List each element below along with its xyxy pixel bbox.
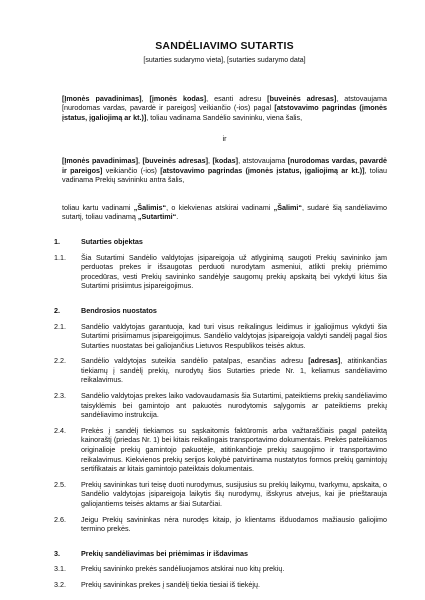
clause	[54, 579, 387, 590]
clause-number: 2.1.	[54, 321, 66, 331]
party-one-company-code: [įmonės kodas]	[149, 93, 207, 103]
party-two-representative: [nurodomas vardas, pavardė ir pareigos]	[62, 155, 387, 175]
party-one-company-name: [Įmonės pavadinimas]	[62, 93, 142, 103]
clause-text: Prekių savininko prekės sandėliuojamos atskirai nuo kitų prekių.	[81, 564, 285, 574]
clause-number: 1.1.	[54, 252, 66, 262]
clause-text: Šia Sutartimi Sandėlio valdytojas įsipareigoja už atlyginimą saugoti Prekių savininko jam perduotas prekes ir išsaugotas perduoti nurodytam asmeniui, atlikti prekių priėmimo procedūras, vesti Prekių savininko sandėlyje saugomų prekių apskaitą bei vykdyti kitus šia Sutartimi prisiimtus įsipareigojimus.	[81, 252, 387, 291]
clause-text: Prekių savininkas turi teisę duoti nurodymus, susijusius su prekių laikymu, tvarkymu, apskaita, o Sandėlio valdytojas įsipareigoja laikytis šių nurodymų, išskyrus atvejus, kai jie prieštarauja galiojantiems teisės aktams ar šiai Sutarčiai.	[81, 479, 387, 508]
clause	[54, 321, 387, 351]
intro-text: , sudarė šią sandėliavimo sutartį, toliau vadinamą	[62, 202, 387, 222]
party-one-text: , toliau vadinama Sandėlio savininku, viena šalis,	[146, 112, 303, 122]
section-heading	[54, 236, 387, 247]
intro-text: .	[176, 212, 179, 222]
clause-number: 3.1.	[54, 564, 66, 574]
party-one-text: , esanti adresu	[206, 93, 268, 103]
party-two-text: ,	[137, 155, 143, 165]
clause-number: 2.5.	[54, 479, 66, 489]
clause	[54, 479, 387, 509]
term-parties: „Šalimis“	[133, 202, 167, 212]
party-one-address: [buveinės adresas]	[267, 93, 337, 103]
section-storage-receipt-issue	[54, 548, 387, 590]
section-heading	[54, 548, 387, 559]
clause-number: 2.3.	[54, 391, 66, 401]
document-title: SANDĖLIAVIMO SUTARTIS	[155, 40, 294, 52]
party-one-representation-basis: [atstovavimo pagrindas (įmonės įstatus, įgaliojimą ar kt.)]	[62, 103, 387, 122]
party-two-paragraph	[62, 156, 387, 185]
conjunction-and: ir	[222, 134, 227, 144]
clause	[54, 514, 387, 534]
clause-number: 2.2.	[54, 356, 66, 366]
clause-text: Prekių savininkas prekes į sandėlį tiekia tiesiai iš tiekėjų.	[81, 579, 260, 589]
clause-text: Prekės į sandėlį tiekiamos su sąskaitomis faktūromis arba važtaraščiais pagal pateiktą kainoraštį (priedas Nr. 1) bei kitais reikalingais transportavimo dokumentais. Prekės pateikiamos originalioje prekių gamintojo pakuotėje, atitinkančioje prekių saugojimo ir transportavimo reikalavimus. Kiekvienos prekių serijos kokybė patvirtinama nustatytos formos prekių gamintojų sertifikatais ar kitais gamintojo pateiktais dokumentais.	[81, 425, 387, 474]
intro-text: , o kiekvienas atskirai vadinami	[166, 202, 274, 212]
clause	[54, 356, 388, 385]
term-party: „Šalimi“	[273, 202, 303, 212]
term-contract: „Sutartimi“	[137, 212, 177, 222]
clause-number: 3.2.	[54, 579, 66, 589]
clause	[54, 425, 387, 474]
section-title: Bendrosios nuostatos	[81, 305, 157, 315]
section-title: Prekių sandėliavimas bei priėmimas ir išdavimas	[81, 548, 248, 558]
clause-text: Jeigu Prekių savininkas nėra nurodęs kitaip, jo klientams išduodamos mažiausio galiojimo termino prekės.	[81, 514, 387, 534]
clause	[54, 564, 387, 574]
party-one-text: ,	[141, 93, 150, 103]
clause-text	[81, 356, 387, 385]
party-two-text: veikiančio (-ios)	[102, 165, 161, 175]
section-contract-subject	[54, 236, 387, 291]
section-number: 3.	[54, 548, 60, 558]
clause-text: Sandėlio valdytojas prekes laiko vadovaudamasis šia Sutartimi, pateiktiems prekių sandėliavimo taisyklėmis bei gamintojo ant pakuotės nurodytomis sąlygomis ar pateiktiems prekių sandėliavimo instrukcija.	[81, 391, 387, 420]
clause-text-part: Sandėlio valdytojas suteikia sandėlio patalpas, esančias adresu	[81, 356, 309, 366]
party-two-company-name: [Įmonės pavadinimas]	[62, 155, 138, 165]
party-two-address: [buveinės adresas]	[142, 155, 209, 165]
clause-number: 2.4.	[54, 425, 66, 435]
section-title: Sutarties objektas	[81, 236, 143, 246]
party-two-representation-basis: [atstovavimo pagrindas (įmonės įstatus, įgaliojimą ar kt.)]	[160, 165, 365, 175]
document-subtitle: [sutarties sudarymo vieta], [sutarties sudarymo data]	[143, 57, 306, 64]
party-two-text: , toliau vadinama Prekių savininku antra šalis,	[62, 165, 387, 185]
party-two-text: ,	[208, 155, 213, 165]
party-one-text: , atstovaujama [nurodomas vardas, pavardė ir pareigos] veikiančio (-ios) pagal	[62, 93, 387, 113]
party-two-text: , atstovaujama	[238, 155, 288, 165]
clause-number: 2.6.	[54, 514, 66, 524]
section-heading	[54, 305, 387, 316]
clause-text-part: , atitinkančias tiekiamų į sandėlį prekių, nurodytų šios Sutarties priede Nr. 1, keliamus sandėliavimo reikalavimus.	[81, 356, 388, 385]
intro-text: toliau kartu vadinami	[62, 202, 134, 212]
party-two-code: [kodas]	[212, 155, 239, 165]
clause-address-placeholder: [adresas]	[308, 356, 341, 366]
section-general-provisions	[54, 305, 388, 534]
intro-paragraph	[62, 203, 387, 222]
clause	[54, 391, 387, 420]
party-one-paragraph	[62, 94, 387, 123]
clause	[54, 252, 387, 291]
clause-text: Sandėlio valdytojas garantuoja, kad turi visus reikalingus leidimus ir įgaliojimus vykdyti šia Sutartimi prisiimamus įsipareigojimus. Sandėlio valdytojas įsipareigoja valdyti sandėlį pagal šios Sutarties nuostatas bei galiojančius Lietuvos Respublikos teisės aktus.	[81, 321, 387, 350]
section-number: 1.	[54, 236, 60, 246]
section-number: 2.	[54, 305, 60, 315]
